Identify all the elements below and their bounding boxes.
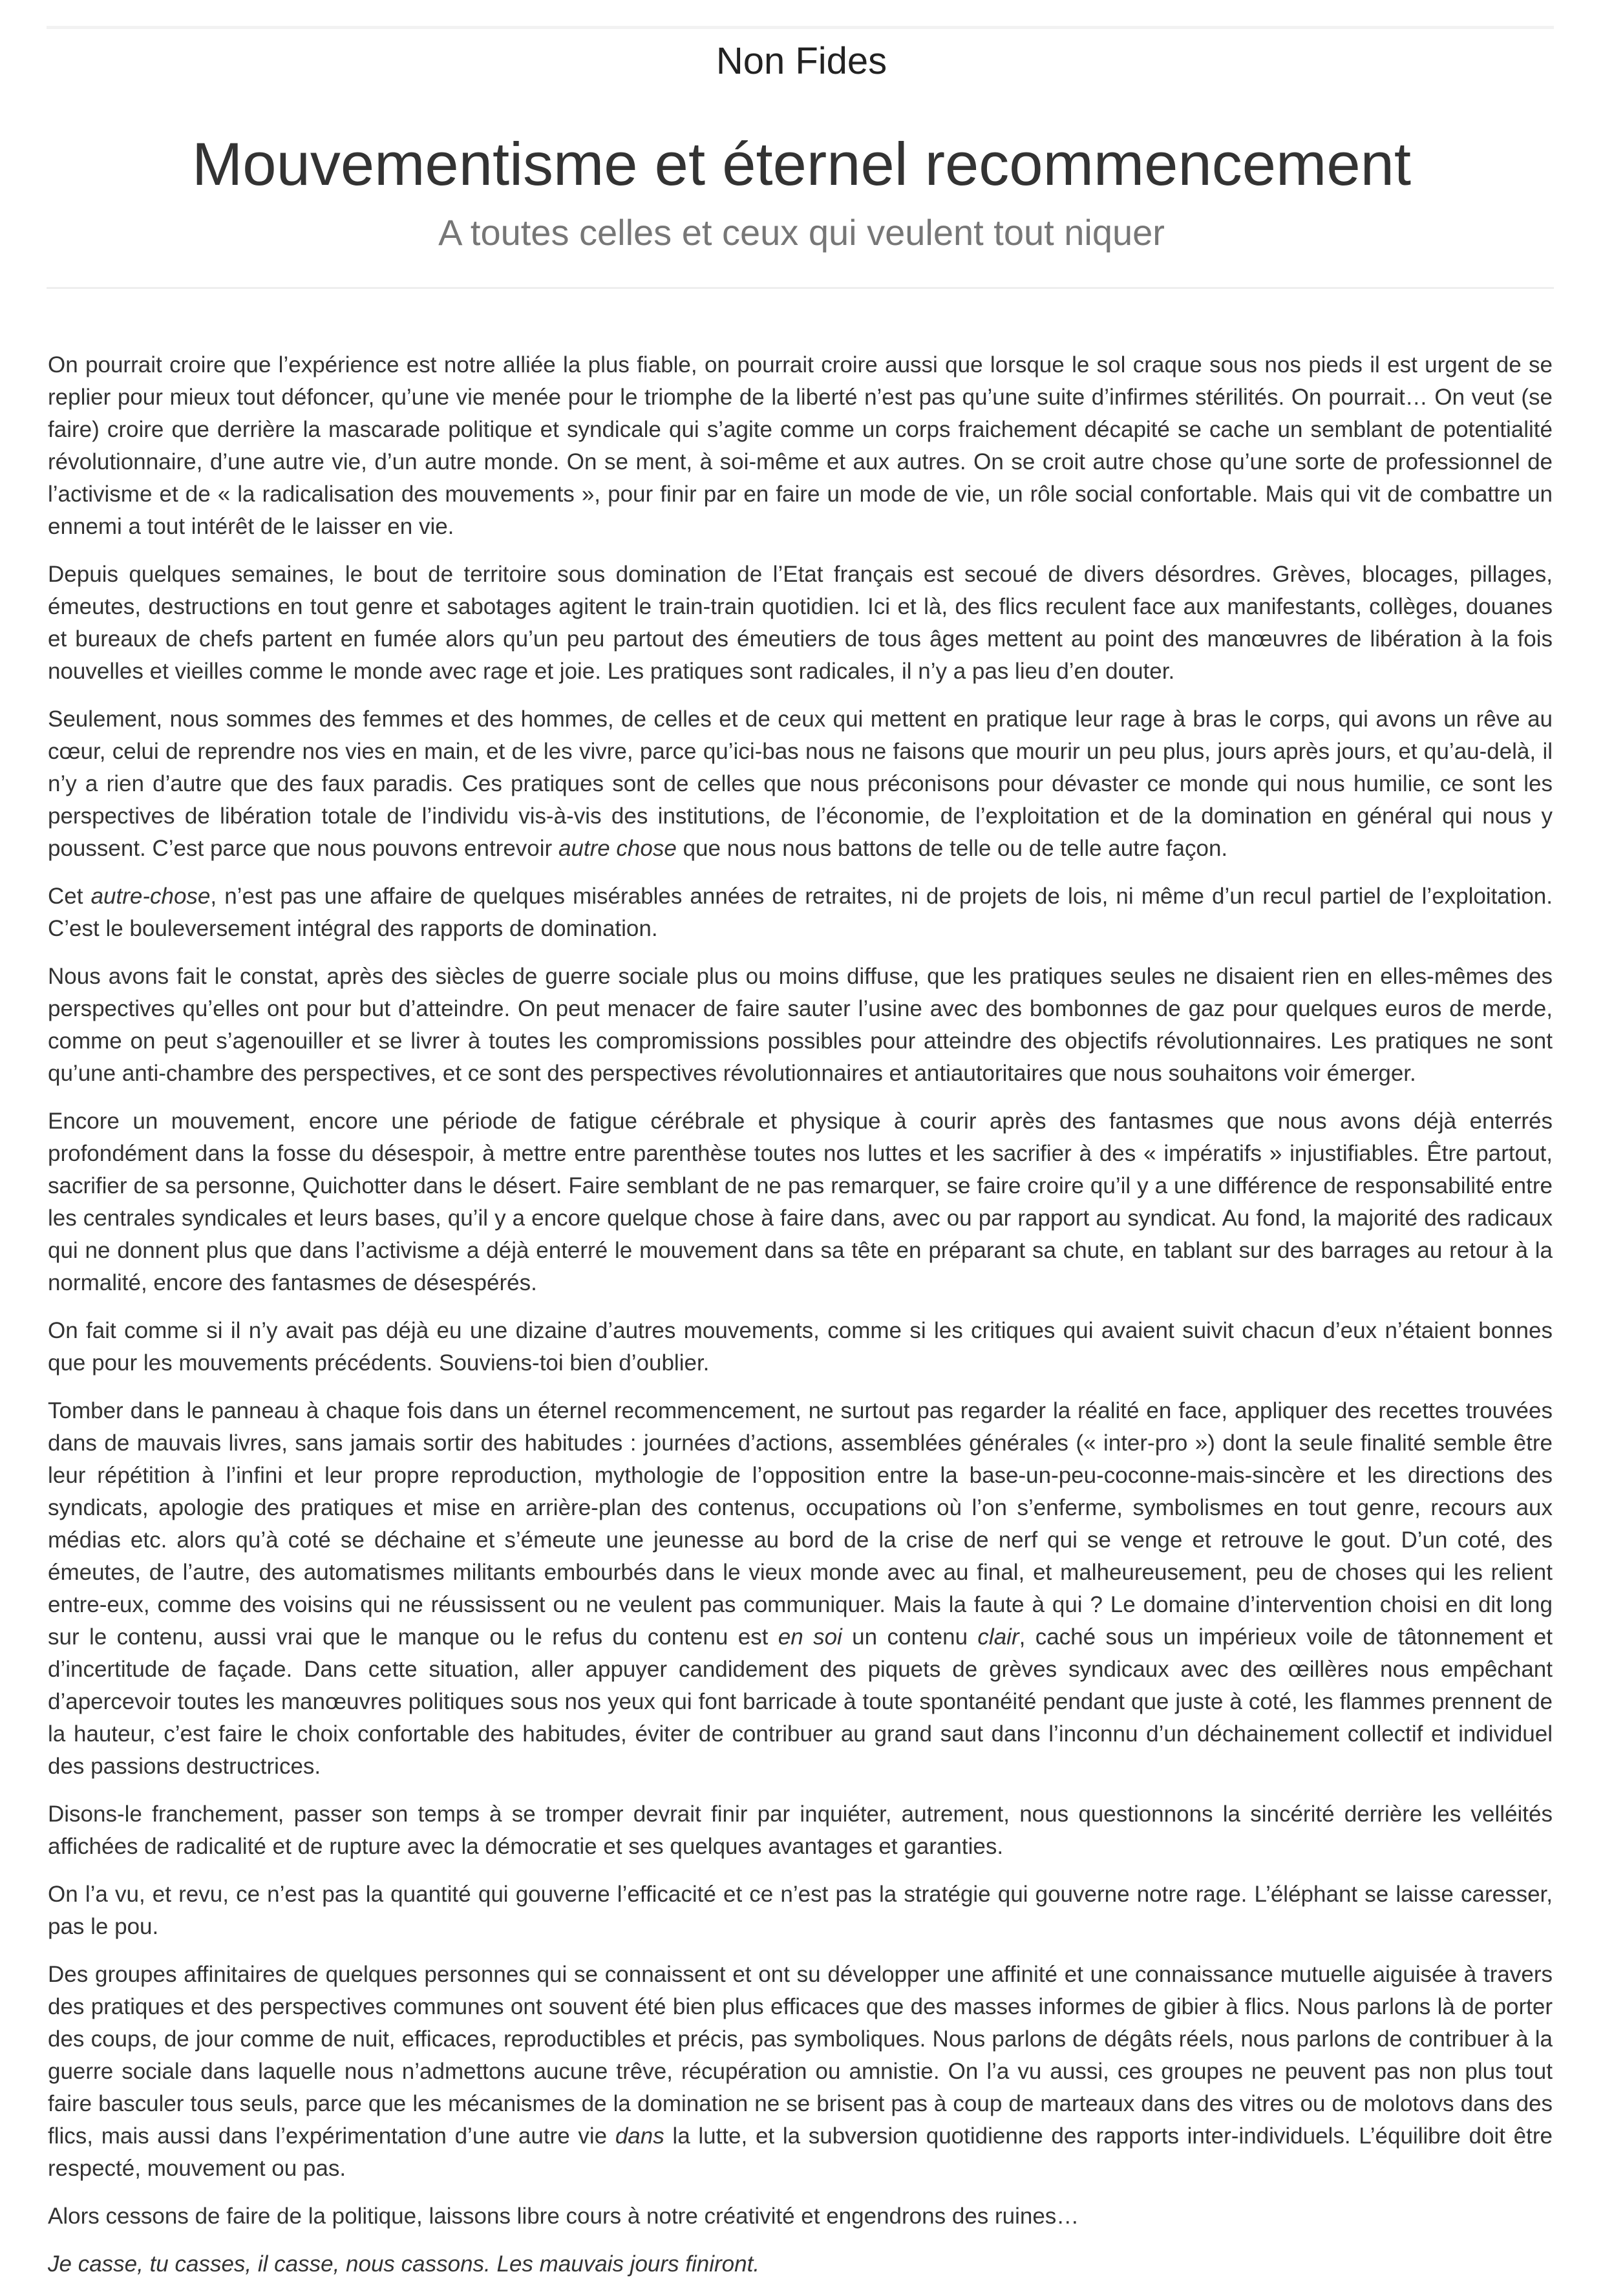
paragraph: Depuis quelques semaines, le bout de territoire sous domination de l’Etat français est secoué de divers désordres. Grèves, blocages, pillages, émeutes, destructions en tout genre et sabotages agitent le train-train quotidien. Ici et là, des flics reculent face aux manifestants, collèges, douanes et bureaux de chefs partent en fumée alors qu’un peu partout des émeutiers de tous âges mettent au point des manœuvres de libération à la fois nouvelles et vieilles comme le monde avec rage et joie. Les pratiques sont radicales, il n’y a pas lieu d’en douter.	[48, 562, 1553, 684]
paragraph-text: Des groupes affinitaires de quelques personnes qui se connaissent et ont su développer une affinité et une connaissance mutuelle aiguisée à travers des pratiques et des perspectives communes ont souvent été bien plus efficaces que des masses informes de gibier à flics. Nous parlons là de porter des coups, de jour comme de nuit, efficaces, reproductibles et précis, pas symboliques. Nous parlons de dégâts réels, nous parlons de contribuer à la guerre sociale dans laquelle nous n’admettons aucune trêve, récupération ou amnistie. On l’a vu aussi, ces groupes ne peuvent pas non plus tout faire basculer tous seuls, parce que les mécanismes de la domination ne se brisent pas à coup de marteaux dans des vitres ou de molotovs dans des flics, mais aussi dans l’expérimentation d’une autre vie	[48, 1962, 1553, 2149]
paragraph: On pourrait croire que l’expérience est notre alliée la plus fiable, on pourrait croire aussi que lorsque le sol craque sous nos pieds il est urgent de se replier pour mieux tout défoncer, qu’une vie menée pour le triomphe de la liberté n’est pas qu’une suite d’infirmes stérilités. On pourrait… On veut (se faire) croire que derrière la mascarade politique et syndicale qui s’agite comme un corps fraichement décapité se cache un semblant de potentialité révolutionnaire, d’une autre vie, d’un autre monde. On se ment, à soi-même et aux autres. On se croit autre chose qu’une sorte de professionnel de l’activisme et de « la radicalisation des mouvements », pour finir par en faire un mode de vie, un rôle social confortable. Mais qui vit de combattre un ennemi a tout intérêt de le laisser en vie.	[48, 352, 1553, 539]
paragraph	[48, 880, 1553, 945]
emphasis-text: en soi	[778, 1624, 842, 1650]
emphasis-text: dans	[615, 2123, 664, 2149]
emphasis-text: clair	[977, 1624, 1019, 1650]
paragraph: On l’a vu, et revu, ce n’est pas la quantité qui gouverne l’efficacité et ce n’est pas la stratégie qui gouverne notre rage. L’éléphant se laisse caresser, pas le pou.	[48, 1882, 1553, 1939]
site-name[interactable]: Non Fides	[716, 40, 887, 82]
article-body	[48, 349, 1553, 2296]
paragraph-text: Tomber dans le panneau à chaque fois dans un éternel recommencement, ne surtout pas regarder la réalité en face, appliquer des recettes trouvées dans de mauvais livres, sans jamais sortir des habitudes : journées d’actions, assemblées générales (« inter-pro ») dont la seule finalité semble être leur répétition à l’infini et leur propre reproduction, mythologie de l’opposition entre la base-un-peu-coconne-mais-sincère et les directions des syndicats, apologie des pratiques et mise en arrière-plan des contenus, occupations où l’on s’enferme, symbolismes en tout genre, recours aux médias etc. alors qu’à coté se déchaine et s’émeute une jeunesse au bord de la crise de nerf qui se venge et retrouve le gout. D’un coté, des émeutes, de l’autre, des automatismes militants embourbés dans le vieux monde avec au final, et malheureusement, peu de choses qui les relient entre-eux, comme des voisins qui ne réussissent ou ne veulent pas communiquer. Mais la faute à qui ? Le domaine d’intervention choisi en dit long sur le contenu, aussi vrai que le manque ou le refus du contenu est	[48, 1398, 1553, 1650]
paragraph: On fait comme si il n’y avait pas déjà eu une dizaine d’autres mouvements, comme si les critiques qui avaient suivit chacun d’eux n’étaient bonnes que pour les mouvements précédents. Souviens-toi bien d’oublier.	[48, 1318, 1553, 1376]
paragraph: Nous avons fait le constat, après des siècles de guerre sociale plus ou moins diffuse, que les pratiques seules ne disaient rien en elles-mêmes des perspectives qu’elles ont pour but d’atteindre. On peut menacer de faire sauter l’usine avec des bombonnes de gaz pour quelques euros de merde, comme on peut s’agenouiller et se livrer à toutes les compromissions possibles pour atteindre des objectifs révolutionnaires. Les pratiques ne sont qu’une anti-chambre des perspectives, et ce sont des perspectives révolutionnaires et antiautoritaires que nous souhaitons voir émerger.	[48, 964, 1553, 1086]
paragraph-text: un contenu	[842, 1624, 978, 1650]
paragraph-text: Cet	[48, 884, 91, 909]
paragraph	[48, 703, 1553, 865]
paragraph: Alors cessons de faire de la politique, laissons libre cours à notre créativité et engendrons des ruines…	[48, 2204, 1079, 2229]
article-subtitle: A toutes celles et ceux qui veulent tout niquer	[438, 212, 1165, 253]
paragraph	[48, 1395, 1553, 1783]
paragraph-text: Seulement, nous sommes des femmes et des hommes, de celles et de ceux qui mettent en pratique leur rage à bras le corps, qui avons un rêve au cœur, celui de reprendre nos vies en main, et de les vivre, parce qu’ici-bas nous ne faisons que mourir un peu plus, jours après jours, et qu’au-delà, il n’y a rien d’autre que des faux paradis. Ces pratiques sont de celles que nous préconisons pour dévaster ce monde qui nous humilie, ce sont les perspectives de libération totale de l’individu vis-à-vis des institutions, de l’économie, de l’exploitation et de la domination en général qui nous y poussent. C’est parce que nous pouvons entrevoir	[48, 707, 1553, 861]
paragraph-text: la lutte, et la subversion quotidienne des rapports inter-individuels. L’équilibre doit être respecté, mouvement ou pas.	[48, 2123, 1553, 2181]
emphasis-text: autre-chose	[90, 884, 211, 909]
paragraph: Disons-le franchement, passer son temps à se tromper devrait finir par inquiéter, autrement, nous questionnons la sincérité derrière les velléités affichées de radicalité et de rupture avec la démocratie et ses quelques avantages et garanties.	[48, 1802, 1553, 1859]
paragraph	[48, 1959, 1553, 2185]
closing-line: Je casse, tu casses, il casse, nous cassons. Les mauvais jours finiront.	[48, 2251, 760, 2277]
header-divider	[47, 287, 1554, 289]
emphasis-text: autre chose	[558, 836, 677, 861]
paragraph-text: , caché sous un impérieux voile de tâtonnement et d’incertitude de façade. Dans cette situation, aller appuyer candidement des piquets de grèves syndicaux avec des œillères nous empêchant d’apercevoir toutes les manœuvres politiques sous nos yeux qui font barricade à toute spontanéité pendant que juste à coté, les flammes prennent de la hauteur, c’est faire le choix confortable des habitudes, éviter de contribuer au grand saut dans l’inconnu d’un déchainement collectif et individuel des passions destructrices.	[48, 1624, 1553, 1779]
paragraph-text: , n’est pas une affaire de quelques misérables années de retraites, ni de projets de lois, ni même d’un recul partiel de l’exploitation. C’est le bouleversement intégral des rapports de domination.	[48, 884, 1553, 941]
top-divider	[47, 26, 1554, 29]
paragraph: Encore un mouvement, encore une période de fatigue cérébrale et physique à courir après des fantasmes que nous avons déjà enterrés profondément dans la fosse du désespoir, à mettre entre parenthèse toutes nos luttes et les sacrifier à des « impératifs » injustifiables. Être partout, sacrifier de sa personne, Quichotter dans le désert. Faire semblant de ne pas remarquer, se faire croire qu’il y a une différence de responsabilité entre les centrales syndicales et leurs bases, qu’il y a encore quelque chose à faire dans, avec ou par rapport au syndicat. Au fond, la majorité des radicaux qui ne donnent plus que dans l’activisme a déjà enterré le mouvement dans sa tête en préparant sa chute, en tablant sur des barrages au retour à la normalité, encore des fantasmes de désespérés.	[48, 1109, 1553, 1295]
article-title: Mouvementisme et éternel recommencement	[191, 130, 1411, 198]
paragraph-text: que nous nous battons de telle ou de telle autre façon.	[676, 836, 1228, 861]
